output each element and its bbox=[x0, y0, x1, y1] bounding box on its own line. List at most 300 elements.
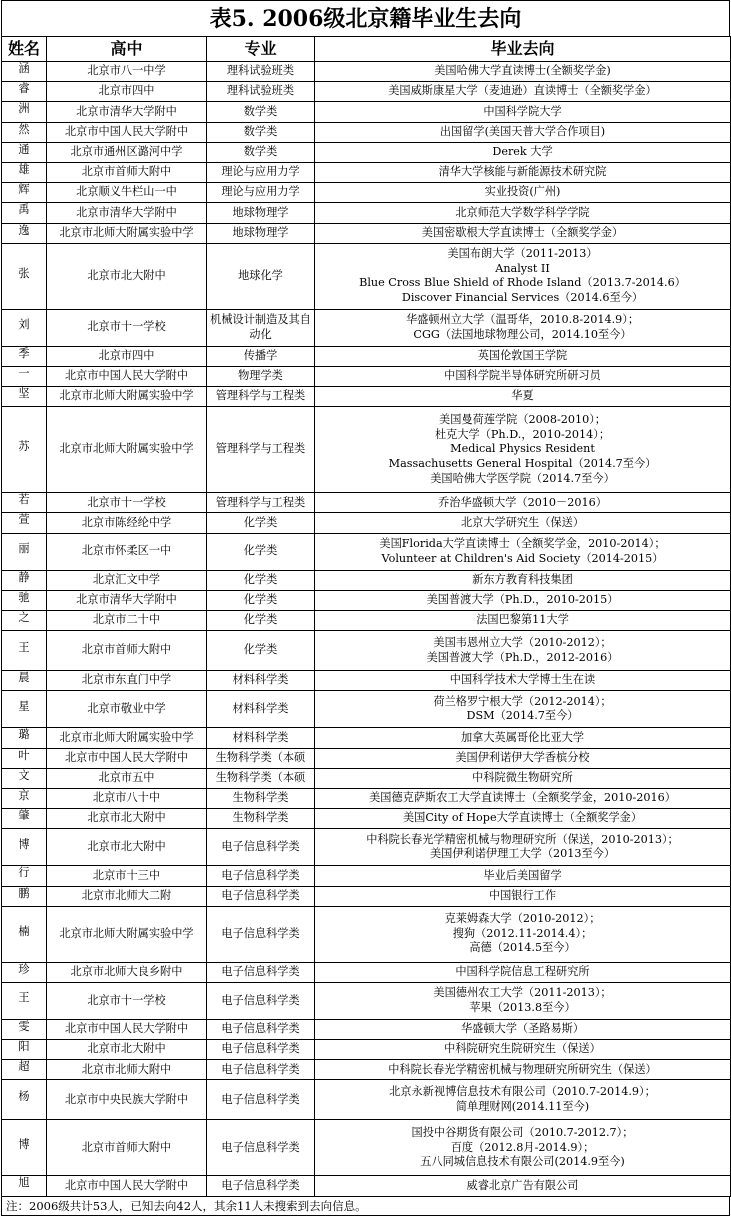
cell-name bbox=[2, 203, 47, 223]
cell-high-school: 北京市中国人民大学附中 bbox=[47, 1176, 207, 1196]
cell-destination bbox=[315, 1040, 731, 1060]
table-row bbox=[2, 102, 731, 122]
cell-high-school: 北京市清华大学附中 bbox=[47, 203, 207, 223]
cell-name bbox=[2, 493, 47, 513]
table-row bbox=[2, 223, 731, 243]
cell-major: 电子信息科学类 bbox=[207, 982, 315, 1019]
cell-major: 数学类 bbox=[207, 142, 315, 162]
destination-line: Blue Cross Blue Shield of Rhode Island（2013.7-2014.6） bbox=[359, 276, 686, 290]
destination-line: 新东方教育科技集团 bbox=[472, 572, 573, 586]
destination-line: 美国曼荷莲学院（2008-2010）； bbox=[439, 413, 606, 427]
destination-line: 美国哈佛大学医学院（2014.7至今） bbox=[430, 471, 615, 485]
destination-line: 清华大学核能与新能源技术研究院 bbox=[438, 165, 607, 179]
destination-line: Massachusetts General Hospital（2014.7至今） bbox=[388, 457, 657, 471]
student-name: 雄 bbox=[18, 162, 30, 176]
cell-major: 材料科学类 bbox=[207, 691, 315, 728]
cell-name bbox=[2, 982, 47, 1019]
student-name: 星 bbox=[18, 699, 30, 713]
cell-major: 数学类 bbox=[207, 122, 315, 142]
student-name: 刘 bbox=[18, 318, 30, 332]
table-title: 表5. 2006级北京籍毕业生去向 bbox=[1, 0, 730, 36]
cell-high-school: 北京市北师大二附 bbox=[47, 886, 207, 906]
cell-destination bbox=[315, 102, 731, 122]
student-name: 涵 bbox=[18, 62, 30, 75]
cell-high-school: 北京市首师大附中 bbox=[47, 162, 207, 182]
destination-line: 加拿大英属哥伦比亚大学 bbox=[460, 730, 585, 744]
cell-name bbox=[2, 82, 47, 102]
destination-line: DSM（2014.7至今） bbox=[466, 709, 579, 723]
cell-name bbox=[2, 142, 47, 162]
cell-destination bbox=[315, 1176, 731, 1196]
cell-high-school: 北京市陈经纶中学 bbox=[47, 513, 207, 533]
cell-major: 化学类 bbox=[207, 611, 315, 631]
cell-name bbox=[2, 223, 47, 243]
table-row bbox=[2, 748, 731, 768]
cell-major: 化学类 bbox=[207, 631, 315, 671]
cell-name bbox=[2, 1080, 47, 1120]
cell-major: 化学类 bbox=[207, 570, 315, 590]
cell-destination bbox=[315, 768, 731, 788]
table-row bbox=[2, 829, 731, 866]
student-name: 逸 bbox=[18, 223, 30, 237]
cell-high-school: 北京市北大附中 bbox=[47, 829, 207, 866]
destination-line: Volunteer at Children's Aid Society（2014-2015） bbox=[381, 551, 664, 565]
cell-high-school: 北京市中国人民大学附中 bbox=[47, 1019, 207, 1039]
cell-high-school: 北京市二十中 bbox=[47, 611, 207, 631]
table-row bbox=[2, 493, 731, 513]
header-name: 姓名 bbox=[2, 37, 47, 62]
student-name: 博 bbox=[18, 837, 30, 851]
cell-major: 电子信息科学类 bbox=[207, 1019, 315, 1039]
student-name: 晨 bbox=[18, 671, 30, 685]
cell-name bbox=[2, 866, 47, 886]
cell-name bbox=[2, 906, 47, 962]
cell-major: 电子信息科学类 bbox=[207, 829, 315, 866]
destination-line: 英国伦敦国王学院 bbox=[477, 348, 568, 362]
cell-destination bbox=[315, 493, 731, 513]
cell-high-school: 北京市北师大附属实验中学 bbox=[47, 728, 207, 748]
cell-high-school: 北京市十一学校 bbox=[47, 982, 207, 1019]
cell-destination bbox=[315, 691, 731, 728]
cell-name bbox=[2, 829, 47, 866]
table-row bbox=[2, 728, 731, 748]
table-row bbox=[2, 886, 731, 906]
student-name: 睿 bbox=[18, 82, 30, 96]
cell-name bbox=[2, 407, 47, 493]
table-row bbox=[2, 142, 731, 162]
cell-high-school: 北京市首师大附中 bbox=[47, 631, 207, 671]
cell-name bbox=[2, 611, 47, 631]
cell-destination bbox=[315, 886, 731, 906]
cell-name bbox=[2, 728, 47, 748]
table-row bbox=[2, 203, 731, 223]
table-row bbox=[2, 611, 731, 631]
cell-high-school: 北京市中央民族大学附中 bbox=[47, 1080, 207, 1120]
destination-line: 杜克大学（Ph.D.，2010-2014）； bbox=[434, 427, 611, 441]
cell-high-school: 北京市怀柔区一中 bbox=[47, 533, 207, 570]
cell-destination bbox=[315, 407, 731, 493]
cell-name bbox=[2, 631, 47, 671]
cell-name bbox=[2, 788, 47, 808]
cell-high-school: 北京市北师大附属实验中学 bbox=[47, 906, 207, 962]
destination-line: 中国科学院大学 bbox=[483, 104, 562, 118]
table-row bbox=[2, 788, 731, 808]
cell-high-school: 北京市十三中 bbox=[47, 866, 207, 886]
cell-destination bbox=[315, 631, 731, 671]
destination-line: 克莱姆森大学（2010-2012）； bbox=[444, 912, 601, 926]
table-row bbox=[2, 1176, 731, 1196]
student-name: 杨 bbox=[18, 1090, 30, 1104]
footnote: 注：2006级共计53人，已知去向42人，其余11人未搜索到去向信息。 bbox=[1, 1197, 730, 1216]
cell-destination bbox=[315, 728, 731, 748]
cell-destination bbox=[315, 809, 731, 829]
student-name: 行 bbox=[18, 866, 30, 880]
cell-major: 电子信息科学类 bbox=[207, 1080, 315, 1120]
cell-name bbox=[2, 162, 47, 182]
destination-line: 美国普渡大学（Ph.D.，2012-2016） bbox=[426, 650, 619, 664]
cell-destination bbox=[315, 1060, 731, 1080]
cell-destination bbox=[315, 533, 731, 570]
student-name: 鹏 bbox=[18, 886, 30, 900]
destination-line: 中科院微生物研究所 bbox=[472, 771, 573, 785]
table-row bbox=[2, 366, 731, 386]
graduate-destination-table bbox=[1, 36, 731, 1197]
cell-destination bbox=[315, 366, 731, 386]
destination-line: 毕业后美国留学 bbox=[483, 868, 562, 882]
student-name: 之 bbox=[18, 611, 30, 624]
cell-name bbox=[2, 590, 47, 610]
destination-line: 美国威斯康星大学（麦迪逊）直读博士（全额奖学金） bbox=[388, 84, 657, 98]
cell-major: 电子信息科学类 bbox=[207, 886, 315, 906]
table-row bbox=[2, 809, 731, 829]
destination-line: 中国银行工作 bbox=[488, 888, 557, 902]
cell-high-school: 北京汇文中学 bbox=[47, 570, 207, 590]
cell-high-school: 北京市北师大附属实验中学 bbox=[47, 223, 207, 243]
table-row bbox=[2, 162, 731, 182]
cell-major: 物理学类 bbox=[207, 366, 315, 386]
cell-destination bbox=[315, 748, 731, 768]
cell-high-school: 北京市十一学校 bbox=[47, 493, 207, 513]
student-name: 洲 bbox=[18, 102, 30, 116]
cell-major: 电子信息科学类 bbox=[207, 866, 315, 886]
cell-destination bbox=[315, 590, 731, 610]
cell-destination bbox=[315, 866, 731, 886]
cell-high-school: 北京市中国人民大学附中 bbox=[47, 748, 207, 768]
table-row bbox=[2, 82, 731, 102]
cell-major: 地球物理学 bbox=[207, 223, 315, 243]
destination-line: 中科院长春光学精密机械与物理研究所研究生（保送） bbox=[388, 1062, 657, 1076]
cell-name bbox=[2, 346, 47, 366]
cell-major: 化学类 bbox=[207, 533, 315, 570]
destination-line: 乔治华盛顿大学（2010－2016） bbox=[438, 495, 607, 509]
cell-high-school: 北京市北师大附属实验中学 bbox=[47, 387, 207, 407]
table-row bbox=[2, 62, 731, 82]
destination-line: 美国德州农工大学（2011-2013）； bbox=[433, 986, 612, 1000]
table-row bbox=[2, 671, 731, 691]
table-row bbox=[2, 243, 731, 309]
destination-line: 美国伊利诺伊大学香槟分校 bbox=[455, 750, 590, 764]
cell-high-school: 北京市北师大附中 bbox=[47, 1060, 207, 1080]
table-row bbox=[2, 1060, 731, 1080]
cell-high-school: 北京市东直门中学 bbox=[47, 671, 207, 691]
cell-major: 数学类 bbox=[207, 102, 315, 122]
student-name: 驰 bbox=[18, 590, 30, 604]
cell-major: 理论与应用力学 bbox=[207, 183, 315, 203]
destination-line: 简单理财网(2014.11至今) bbox=[455, 1099, 590, 1113]
cell-high-school: 北京市八一中学 bbox=[47, 62, 207, 82]
cell-high-school: 北京市四中 bbox=[47, 82, 207, 102]
cell-destination bbox=[315, 122, 731, 142]
destination-line: 中国科学院信息工程研究所 bbox=[455, 964, 590, 978]
cell-destination bbox=[315, 962, 731, 982]
student-name: 超 bbox=[18, 1060, 30, 1074]
student-name: 一 bbox=[18, 366, 30, 380]
cell-name bbox=[2, 62, 47, 82]
table-row bbox=[2, 1080, 731, 1120]
cell-destination bbox=[315, 142, 731, 162]
cell-name bbox=[2, 533, 47, 570]
cell-major: 电子信息科学类 bbox=[207, 1040, 315, 1060]
cell-destination bbox=[315, 162, 731, 182]
table-row bbox=[2, 590, 731, 610]
destination-line: 荷兰格罗宁根大学（2012-2014）； bbox=[433, 694, 612, 708]
cell-high-school: 北京市清华大学附中 bbox=[47, 590, 207, 610]
table-row bbox=[2, 1040, 731, 1060]
destination-line: 法国巴黎第11大学 bbox=[476, 613, 569, 627]
cell-major: 电子信息科学类 bbox=[207, 1176, 315, 1196]
cell-major: 生物科学类（本硕 bbox=[207, 748, 315, 768]
cell-major: 化学类 bbox=[207, 513, 315, 533]
cell-destination bbox=[315, 982, 731, 1019]
cell-destination bbox=[315, 346, 731, 366]
cell-high-school: 北京市四中 bbox=[47, 346, 207, 366]
cell-destination bbox=[315, 243, 731, 309]
cell-name bbox=[2, 387, 47, 407]
cell-high-school: 北京市清华大学附中 bbox=[47, 102, 207, 122]
cell-destination bbox=[315, 788, 731, 808]
destination-line: 美国韦恩州立大学（2010-2012）； bbox=[433, 636, 612, 650]
student-name: 珍 bbox=[18, 962, 30, 976]
destination-line: Discover Financial Services（2014.6至今） bbox=[401, 290, 644, 304]
cell-major: 机械设计制造及其自动化 bbox=[207, 309, 315, 346]
table-body bbox=[2, 62, 731, 1197]
destination-line: Analyst II bbox=[495, 261, 550, 275]
student-name: 雯 bbox=[18, 1019, 30, 1033]
student-name: 禹 bbox=[18, 203, 30, 217]
cell-high-school: 北京市敬业中学 bbox=[47, 691, 207, 728]
destination-line: 美国Florida大学直读博士（全额奖学金，2010-2014）； bbox=[379, 537, 666, 551]
cell-name bbox=[2, 748, 47, 768]
destination-line: 北京大学研究生（保送） bbox=[460, 515, 585, 529]
cell-name bbox=[2, 886, 47, 906]
cell-name bbox=[2, 962, 47, 982]
cell-name bbox=[2, 570, 47, 590]
student-name: 萱 bbox=[18, 513, 30, 527]
destination-line: 实业投资(广州) bbox=[484, 185, 561, 199]
cell-high-school: 北京顺义牛栏山一中 bbox=[47, 183, 207, 203]
cell-major: 电子信息科学类 bbox=[207, 1120, 315, 1176]
destination-line: 华盛顿大学（圣路易斯） bbox=[460, 1022, 585, 1036]
cell-destination bbox=[315, 223, 731, 243]
cell-major: 生物科学类 bbox=[207, 809, 315, 829]
student-name: 苏 bbox=[18, 440, 30, 454]
cell-high-school: 北京市十一学校 bbox=[47, 309, 207, 346]
cell-major: 管理科学与工程类 bbox=[207, 387, 315, 407]
cell-name bbox=[2, 809, 47, 829]
student-name: 璐 bbox=[18, 728, 30, 742]
destination-line: 美国密歇根大学直读博士（全额奖学金） bbox=[421, 225, 624, 239]
destination-line: Derek 大学 bbox=[492, 145, 553, 159]
cell-destination bbox=[315, 62, 731, 82]
destination-line: 出国留学(美国天普大学合作项目) bbox=[439, 124, 606, 138]
student-name: 肇 bbox=[18, 809, 30, 823]
cell-major: 生物科学类（本硕 bbox=[207, 768, 315, 788]
destination-line: 美国伊利诺伊理工大学（2013至今） bbox=[429, 847, 616, 861]
cell-major: 化学类 bbox=[207, 590, 315, 610]
table-row bbox=[2, 183, 731, 203]
cell-destination bbox=[315, 611, 731, 631]
header-major: 专业 bbox=[207, 37, 315, 62]
table-row bbox=[2, 570, 731, 590]
student-name: 王 bbox=[18, 991, 30, 1005]
student-name: 楠 bbox=[18, 924, 30, 938]
cell-high-school: 北京市北师大附属实验中学 bbox=[47, 407, 207, 493]
cell-destination bbox=[315, 309, 731, 346]
cell-major: 材料科学类 bbox=[207, 671, 315, 691]
destination-line: 美国布朗大学（2011-2013） bbox=[447, 247, 598, 260]
cell-high-school: 北京市首师大附中 bbox=[47, 1120, 207, 1176]
student-name: 辉 bbox=[18, 183, 30, 197]
cell-destination bbox=[315, 570, 731, 590]
destination-line: 中国科学院半导体研究所研习员 bbox=[444, 369, 601, 383]
cell-destination bbox=[315, 82, 731, 102]
table-row bbox=[2, 691, 731, 728]
student-name: 阳 bbox=[18, 1040, 30, 1054]
cell-major: 生物科学类 bbox=[207, 788, 315, 808]
table-row bbox=[2, 387, 731, 407]
table-row bbox=[2, 866, 731, 886]
table-row bbox=[2, 1019, 731, 1039]
student-name: 然 bbox=[18, 122, 30, 136]
cell-name bbox=[2, 243, 47, 309]
cell-major: 地球物理学 bbox=[207, 203, 315, 223]
cell-high-school: 北京市北大附中 bbox=[47, 243, 207, 309]
destination-line: 华盛顿州立大学（温哥华，2010.8-2014.9）； bbox=[405, 313, 640, 327]
cell-name bbox=[2, 102, 47, 122]
cell-major: 管理科学与工程类 bbox=[207, 493, 315, 513]
cell-major: 电子信息科学类 bbox=[207, 906, 315, 962]
cell-destination bbox=[315, 1080, 731, 1120]
student-name: 叶 bbox=[18, 748, 30, 762]
student-name: 张 bbox=[18, 266, 30, 280]
cell-high-school: 北京市通州区潞河中学 bbox=[47, 142, 207, 162]
student-name: 王 bbox=[18, 641, 30, 655]
student-name: 若 bbox=[18, 493, 30, 507]
cell-name bbox=[2, 768, 47, 788]
cell-name bbox=[2, 1176, 47, 1196]
cell-high-school: 北京市五中 bbox=[47, 768, 207, 788]
cell-high-school: 北京市北大附中 bbox=[47, 1040, 207, 1060]
student-name: 旭 bbox=[18, 1176, 30, 1190]
header-school: 高中 bbox=[47, 37, 207, 62]
table-row bbox=[2, 768, 731, 788]
cell-destination bbox=[315, 1019, 731, 1039]
table-row bbox=[2, 533, 731, 570]
cell-name bbox=[2, 1019, 47, 1039]
table-row bbox=[2, 513, 731, 533]
table-row bbox=[2, 309, 731, 346]
table-row bbox=[2, 1120, 731, 1176]
destination-line: 中科院长春光学精密机械与物理研究所（保送，2010-2013）； bbox=[366, 832, 679, 846]
destination-line: 百度（2012.8月-2014.9）； bbox=[450, 1140, 595, 1154]
cell-destination bbox=[315, 671, 731, 691]
cell-name bbox=[2, 366, 47, 386]
cell-major: 材料科学类 bbox=[207, 728, 315, 748]
student-name: 坚 bbox=[18, 387, 30, 401]
table-row bbox=[2, 346, 731, 366]
destination-line: 北京永新视博信息技术有限公司（2010.7-2014.9）； bbox=[389, 1085, 656, 1099]
student-name: 京 bbox=[18, 788, 30, 802]
destination-line: 中国科学技术大学博士生在读 bbox=[449, 673, 596, 687]
cell-destination bbox=[315, 1120, 731, 1176]
destination-line: 华夏 bbox=[511, 389, 534, 403]
destination-line: 苹果（2013.8至今） bbox=[469, 1000, 576, 1014]
destination-line: 北京师范大学数学科学学院 bbox=[455, 205, 590, 219]
destination-line: 搜狗（2012.11-2014.4）； bbox=[452, 926, 593, 940]
cell-major: 电子信息科学类 bbox=[207, 1060, 315, 1080]
destination-line: 高德（2014.5至今） bbox=[469, 941, 576, 955]
cell-name bbox=[2, 1120, 47, 1176]
student-name: 通 bbox=[18, 142, 30, 156]
table-row bbox=[2, 122, 731, 142]
cell-destination bbox=[315, 387, 731, 407]
table-row bbox=[2, 962, 731, 982]
cell-major: 理论与应用力学 bbox=[207, 162, 315, 182]
cell-high-school: 北京市中国人民大学附中 bbox=[47, 366, 207, 386]
cell-high-school: 北京市北师大良乡附中 bbox=[47, 962, 207, 982]
cell-destination bbox=[315, 513, 731, 533]
cell-major: 电子信息科学类 bbox=[207, 962, 315, 982]
report-page bbox=[1, 0, 730, 1216]
destination-line: 威睿北京广告有限公司 bbox=[466, 1178, 579, 1192]
cell-major: 理科试验班类 bbox=[207, 82, 315, 102]
cell-destination bbox=[315, 183, 731, 203]
cell-major: 管理科学与工程类 bbox=[207, 407, 315, 493]
cell-destination bbox=[315, 829, 731, 866]
table-row bbox=[2, 407, 731, 493]
student-name: 丽 bbox=[18, 542, 30, 556]
cell-high-school: 北京市北大附中 bbox=[47, 809, 207, 829]
header-row bbox=[2, 37, 731, 62]
destination-line: 五八同城信息技术有限公司(2014.9至今) bbox=[420, 1155, 625, 1169]
destination-line: Medical Physics Resident bbox=[450, 442, 595, 456]
cell-major: 传播学 bbox=[207, 346, 315, 366]
cell-name bbox=[2, 122, 47, 142]
table-row bbox=[2, 982, 731, 1019]
cell-name bbox=[2, 1040, 47, 1060]
destination-line: 美国德克萨斯农工大学直读博士（全额奖学金，2010-2016） bbox=[369, 791, 676, 805]
cell-name bbox=[2, 1060, 47, 1080]
cell-name bbox=[2, 671, 47, 691]
header-destination: 毕业去向 bbox=[315, 37, 731, 62]
destination-line: 国投中谷期货有限公司（2010.7-2012.7）； bbox=[411, 1126, 634, 1140]
cell-high-school: 北京市八十中 bbox=[47, 788, 207, 808]
student-name: 静 bbox=[18, 570, 30, 584]
cell-name bbox=[2, 183, 47, 203]
student-name: 博 bbox=[18, 1138, 30, 1152]
cell-high-school: 北京市中国人民大学附中 bbox=[47, 122, 207, 142]
destination-line: 美国City of Hope大学直读博士（全额奖学金） bbox=[402, 811, 643, 825]
